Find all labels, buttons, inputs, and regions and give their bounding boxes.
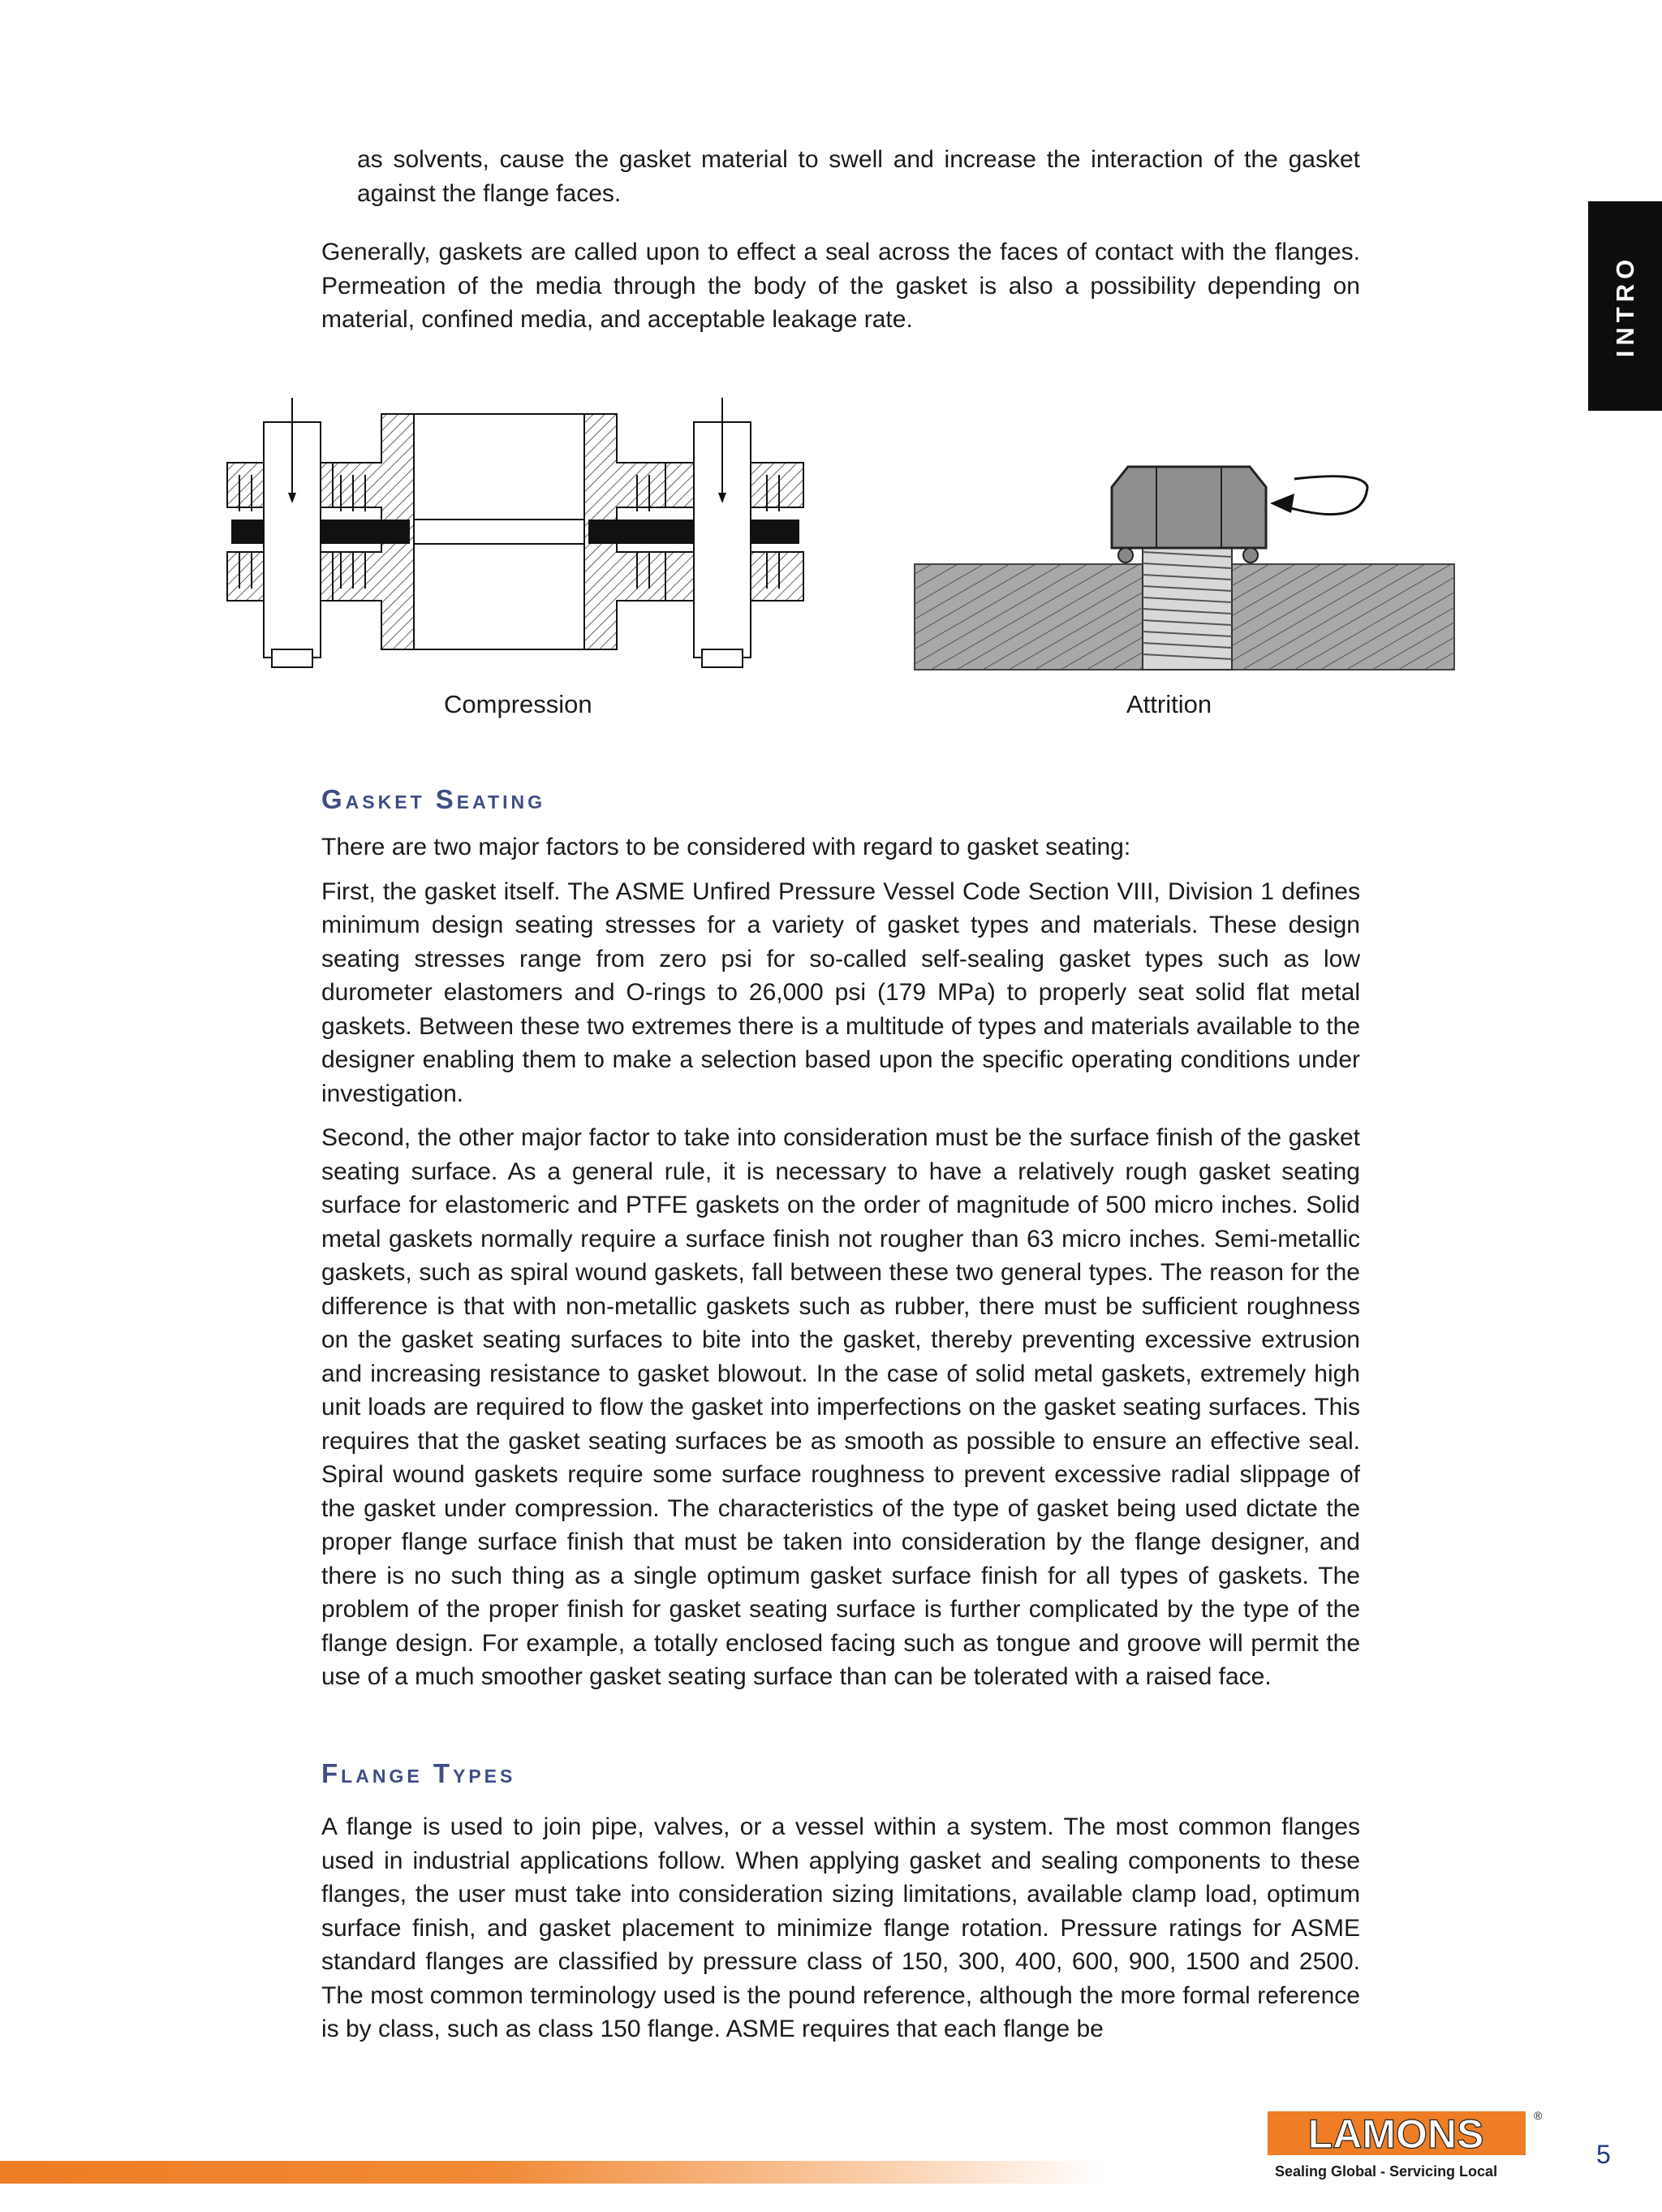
attrition-caption: Attrition [1126,690,1212,718]
flange-types-para1: A flange is used to join pipe, valves, or a vessel within a system. The most common flanges used in industrial applications follow. When applying gasket and sealing components to these flanges, the user must take into consideration sizing limitations, available clamp load, optimum surface finish, and gasket placement to minimize flange rotation. Pressure ratings for ASME standard flanges are classified by pressure class of 150, 300, 400, 600, 900, 1500 and 2500. The most common terminology used is the pound reference, although the more formal reference is by class, such as class 150 flange. ASME requires that each flange be [321,1813,1360,2042]
continuation-text [357,143,1360,221]
section-tab [1588,201,1662,411]
continuation-paragraph: as solvents, cause the gasket material to swell and increase the interaction of the gasket against the flange faces. [357,146,1360,207]
compression-caption: Compression [444,690,592,718]
gasket-seating-text [321,830,1360,1705]
logo-wordmark: LAMONS [1307,2111,1484,2157]
compression-diagram [223,394,807,674]
page-number: 5 [1596,2140,1611,2169]
flange-types-text [321,1810,1360,2057]
footer-tagline: Sealing Global - Servicing Local [1275,2163,1498,2180]
intro-text [321,235,1360,347]
footer-accent-bar [0,2161,1104,2184]
gasket-seating-intro: There are two major factors to be considered with regard to gasket seating: [321,834,1131,860]
registered-mark: ® [1534,2109,1542,2122]
gasket-seating-para2: Second, the other major factor to take into consideration must be the surface finish of the gasket seating surface. As a general rule, it is necessary to have a relatively rough gasket seating surface for elastomeric and PTFE gaskets on the order of magnitude of 500 micro inches. Solid metal gaskets normally require a surface finish not rougher than 63 micro inches. Semi-metallic gaskets, such as spiral wound gaskets, fall between these two general types. The reason for the difference is that with non-metallic gaskets such as rubber, there must be sufficient roughness on the gasket seating surfaces to bite into the gasket, thereby preventing excessive extrusion and increasing resistance to gasket blowout. In the case of solid metal gaskets, extremely high unit loads are required to flow the gasket into imperfections on the gasket seating surfaces. This requires that the gasket seating surfaces be as smooth as possible to ensure an effective seal. Spiral wound gaskets require some surface roughness to prevent excessive radial slippage of the gasket under compression. The characteristics of the type of gasket being used dictate the proper flange surface finish that must be taken into consideration by the flange designer, and there is no such thing as a single optimum gasket surface finish for all types of gaskets. The problem of the proper finish for gasket seating surface is further complicated by the type of the flange design. For example, a totally enclosed facing such as tongue and groove will permit the use of a much smoother gasket seating surface than can be tolerated with a raised face. [321,1124,1360,1690]
attrition-diagram [913,455,1457,674]
gasket-seating-para1: First, the gasket itself. The ASME Unfired Pressure Vessel Code Section VIII, Division 1 defines minimum design seating stresses for a variety of gasket types and materials. These design seating stresses range from zero psi for so-called self-sealing gasket types such as low durometer elastomers and O-rings to 26,000 psi (179 MPa) to properly seat solid flat metal gaskets. Between these two extremes there is a multitude of types and materials available to the designer enabling them to make a selection based upon the specific operating conditions under investigation. [321,877,1360,1107]
gasket-seating-heading: Gasket Seating [321,784,545,814]
section-tab-label: INTRO [1610,254,1639,358]
flange-types-heading: Flange Types [321,1758,516,1788]
lamons-logo [1266,2106,1542,2160]
intro-paragraph: Generally, gaskets are called upon to effect a seal across the faces of contact with the flanges. Permeation of the media through the body of the gasket is also a possibility depending on material, confined media, and acceptable leakage rate. [321,239,1360,333]
